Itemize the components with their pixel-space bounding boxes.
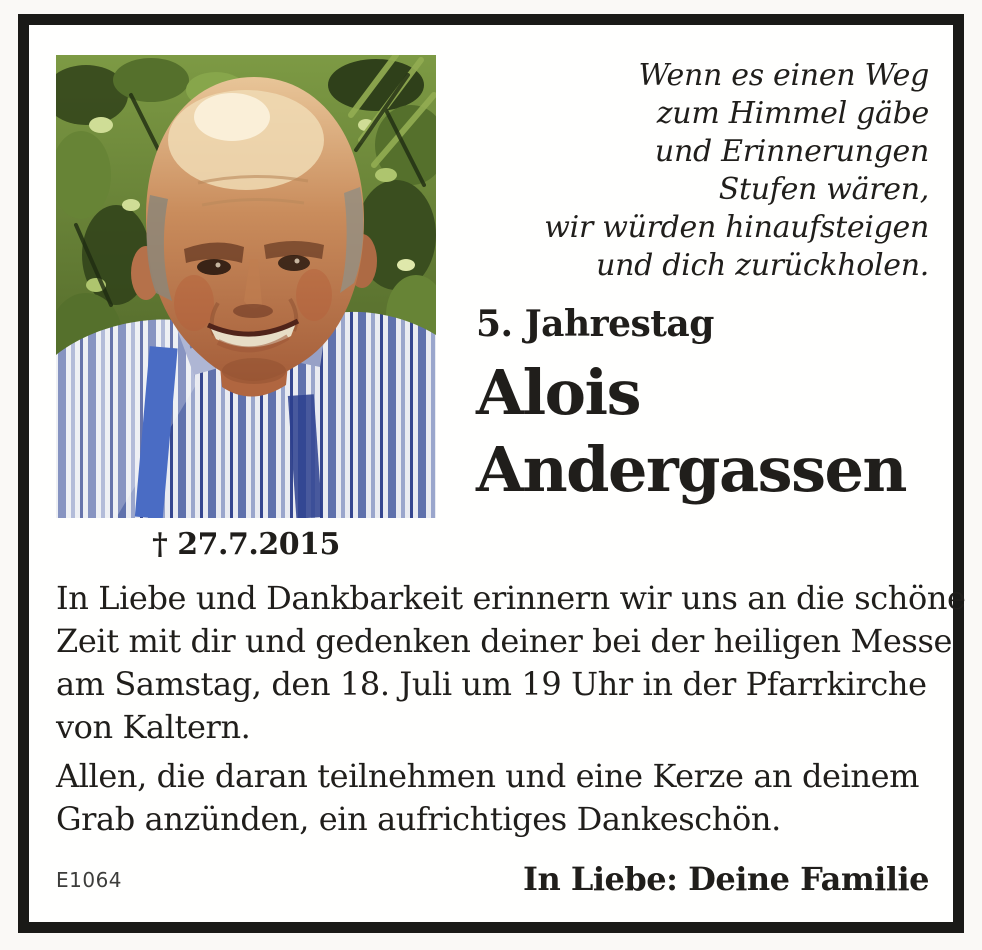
portrait-photo	[56, 55, 436, 518]
footer	[56, 860, 929, 898]
family-closing: In Liebe: Deine Familie	[523, 860, 929, 898]
poem-line: Stufen wären,	[718, 172, 929, 207]
memorial-card	[18, 14, 964, 933]
right-column	[436, 55, 929, 562]
poem-line: und Erinnerungen	[654, 134, 929, 169]
memorial-text-line: von Kaltern.	[56, 708, 251, 746]
poem-line: Wenn es einen Weg	[638, 58, 929, 93]
anniversary-heading: 5. Jahrestag	[476, 303, 714, 345]
memorial-poem	[476, 55, 929, 285]
thanks-text-line: Allen, die daran teilnehmen und eine Kerze an deinem	[56, 757, 920, 795]
thanks-text-line: Grab anzünden, ein aufrichtiges Dankeschön.	[56, 800, 781, 838]
reference-code: E1064	[56, 868, 123, 892]
deceased-first-name: Alois	[476, 356, 640, 429]
top-section	[56, 55, 929, 562]
poem-line: wir würden hinaufsteigen	[544, 210, 929, 245]
photo-column	[56, 55, 436, 562]
poem-line: und dich zurückholen.	[596, 248, 929, 283]
memorial-text-line: am Samstag, den 18. Juli um 19 Uhr in der Pfarrkirche	[56, 665, 927, 703]
memorial-text-line: In Liebe und Dankbarkeit erinnern wir uns an die schöne	[56, 579, 966, 617]
thanks-text	[56, 755, 929, 841]
poem-line: zum Himmel gäbe	[656, 96, 929, 131]
portrait-photo-illustration	[56, 55, 436, 518]
memorial-text	[56, 577, 966, 749]
memorial-text-line: Zeit mit dir und gedenken deiner bei der heiligen Messe	[56, 622, 953, 660]
death-date: † 27.7.2015	[152, 527, 340, 562]
deceased-name	[476, 354, 929, 508]
deceased-last-name: Andergassen	[476, 433, 907, 506]
